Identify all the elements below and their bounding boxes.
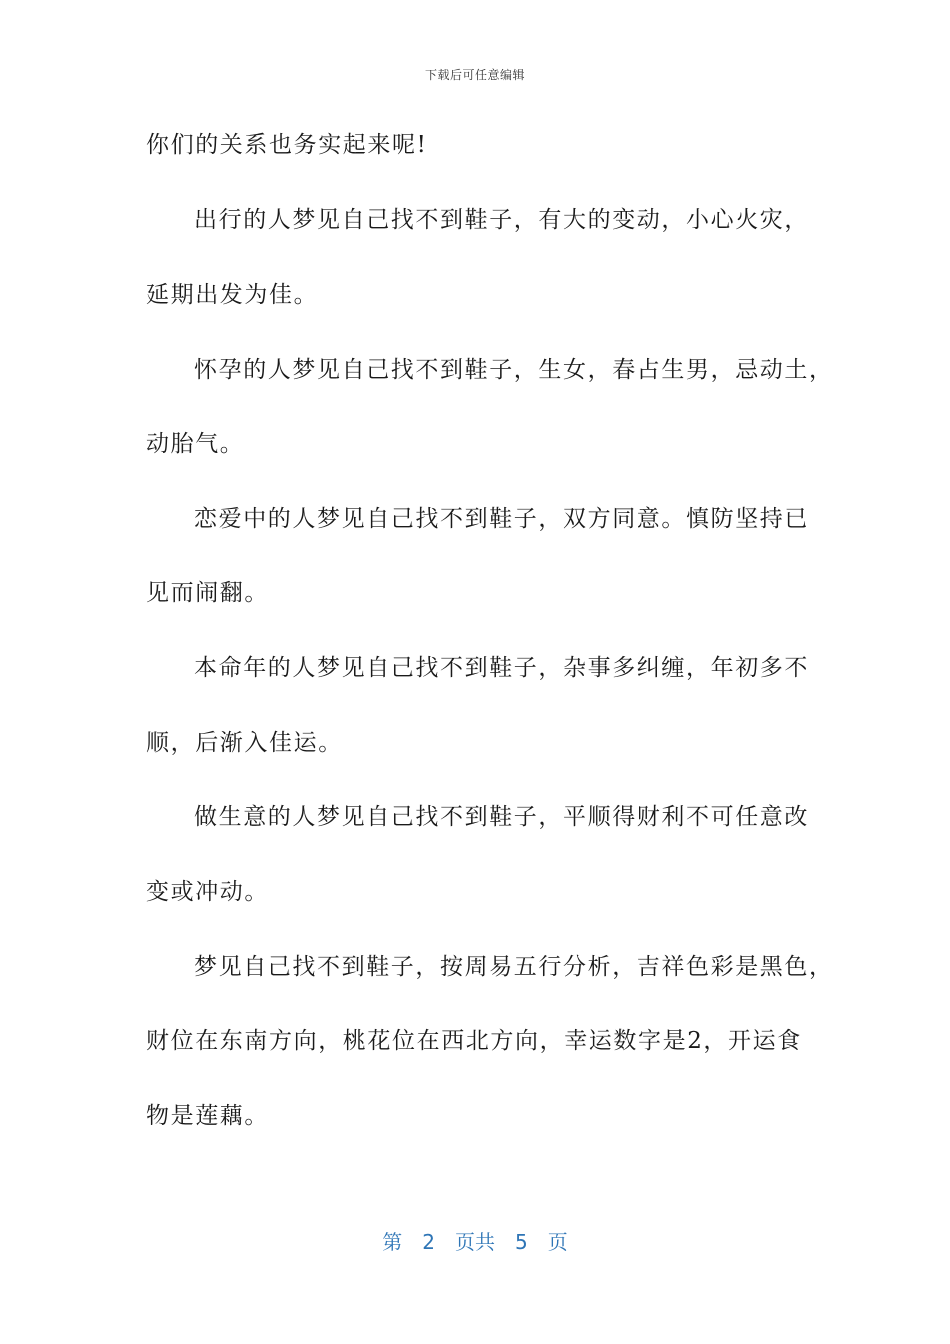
paragraph-start-line: 怀孕的人梦见自己找不到鞋子，生女，春占生男，忌动土， bbox=[194, 357, 834, 383]
text-line: 变或冲动。 bbox=[146, 879, 269, 905]
footer-di: 第 bbox=[382, 1230, 403, 1254]
text-line: 你们的关系也务实起来呢! bbox=[146, 132, 428, 158]
paragraph-start-line: 做生意的人梦见自己找不到鞋子，平顺得财利不可任意改 bbox=[194, 804, 809, 830]
paragraph-start-line: 梦见自己找不到鞋子，按周易五行分析，吉祥色彩是黑色， bbox=[194, 954, 834, 980]
page-footer bbox=[0, 1226, 950, 1255]
footer-ye: 页 bbox=[547, 1230, 568, 1254]
text-line: 动胎气。 bbox=[146, 431, 245, 457]
paragraph-start-line: 恋爱中的人梦见自己找不到鞋子，双方同意。慎防坚持已 bbox=[194, 506, 809, 532]
current-page-number: 2 bbox=[422, 1230, 435, 1254]
text-line: 见而闹翻。 bbox=[146, 580, 269, 606]
text-line: 顺，后渐入佳运。 bbox=[146, 730, 343, 756]
paragraph-start-line: 出行的人梦见自己找不到鞋子，有大的变动，小心火灾， bbox=[194, 207, 809, 233]
text-line: 物是莲藕。 bbox=[146, 1103, 269, 1129]
footer-ye-gong: 页共 bbox=[455, 1230, 495, 1254]
text-line: 财位在东南方向，桃花位在西北方向，幸运数字是2，开运食 bbox=[146, 1028, 802, 1054]
total-page-number: 5 bbox=[515, 1230, 528, 1254]
text-line: 延期出发为佳。 bbox=[146, 282, 319, 308]
paragraph-start-line: 本命年的人梦见自己找不到鞋子，杂事多纠缠，年初多不 bbox=[194, 655, 809, 681]
page-header: 下载后可任意编辑 bbox=[424, 68, 525, 82]
